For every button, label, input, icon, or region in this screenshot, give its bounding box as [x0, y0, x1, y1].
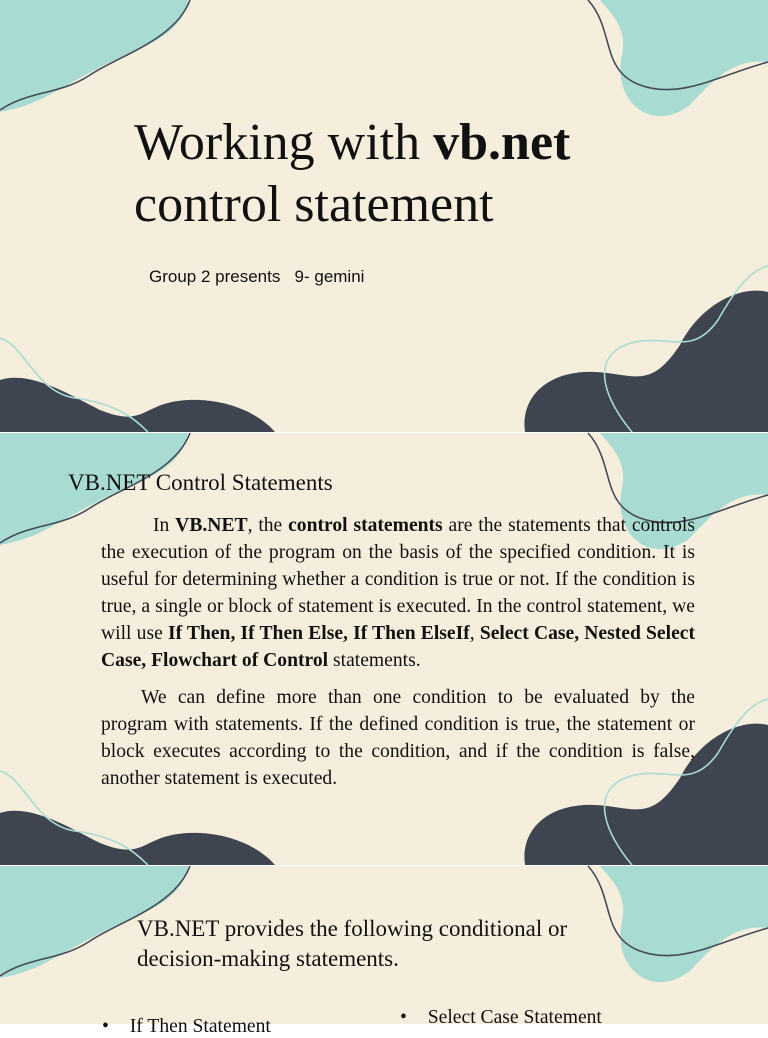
bullet-text: If Then Statement	[129, 1016, 271, 1037]
paragraph-1	[101, 512, 695, 674]
teal-blob-top-left	[0, 0, 188, 112]
text-run: , the	[247, 515, 289, 536]
navy-blob-bottom-left	[0, 378, 275, 432]
text-run: statements.	[328, 650, 421, 671]
bold-run: control statements	[288, 515, 443, 536]
title-line2: control statement	[134, 176, 494, 233]
slide-heading: VB.NET Control Statements	[68, 470, 333, 495]
navy-blob-bottom-left	[0, 811, 275, 865]
bullet-text: Select Case Statement	[427, 1007, 602, 1028]
slide-title-text	[134, 112, 570, 236]
text-run: are the statements that controls the execution of the program on the basis of the specified condition. It is useful for determining whether a condition is true or not. If the condition is true, a single or block of statement is executed. In the control statement, we will use	[101, 515, 695, 644]
text-run: ,	[469, 623, 480, 644]
bold-run: If Then, If Then Else, If Then ElseIf	[167, 623, 470, 644]
bold-run: VB.NET	[175, 515, 248, 536]
bullet-item-left: • If Then Statement	[102, 1016, 271, 1037]
bold-run: Select Case, Nested Select Case, Flowchart of Control	[101, 623, 695, 671]
paragraph-2: We can define more than one condition to be evaluated by the program with statements. If the defined condition is true, the statement or block executes according to the condition, and if the condition is false, another statement is executed.	[101, 687, 695, 789]
slide-heading: VB.NET provides the following conditional or decision-making statements.	[137, 916, 568, 971]
slide-body	[101, 512, 695, 802]
slide-control-statements	[0, 433, 768, 865]
title-part1: Working with	[134, 114, 434, 171]
title-bold: vb.net	[433, 114, 571, 171]
bullet-item-right: • Select Case Statement	[400, 1007, 602, 1028]
slide-conditional-statements	[0, 866, 768, 1037]
slide-title	[0, 0, 768, 432]
slide-subtitle: Group 2 presents 9- gemini	[149, 267, 365, 286]
teal-blob-top-right	[600, 0, 768, 116]
navy-blob-bottom-right	[524, 291, 768, 432]
text-run: In	[153, 515, 176, 536]
